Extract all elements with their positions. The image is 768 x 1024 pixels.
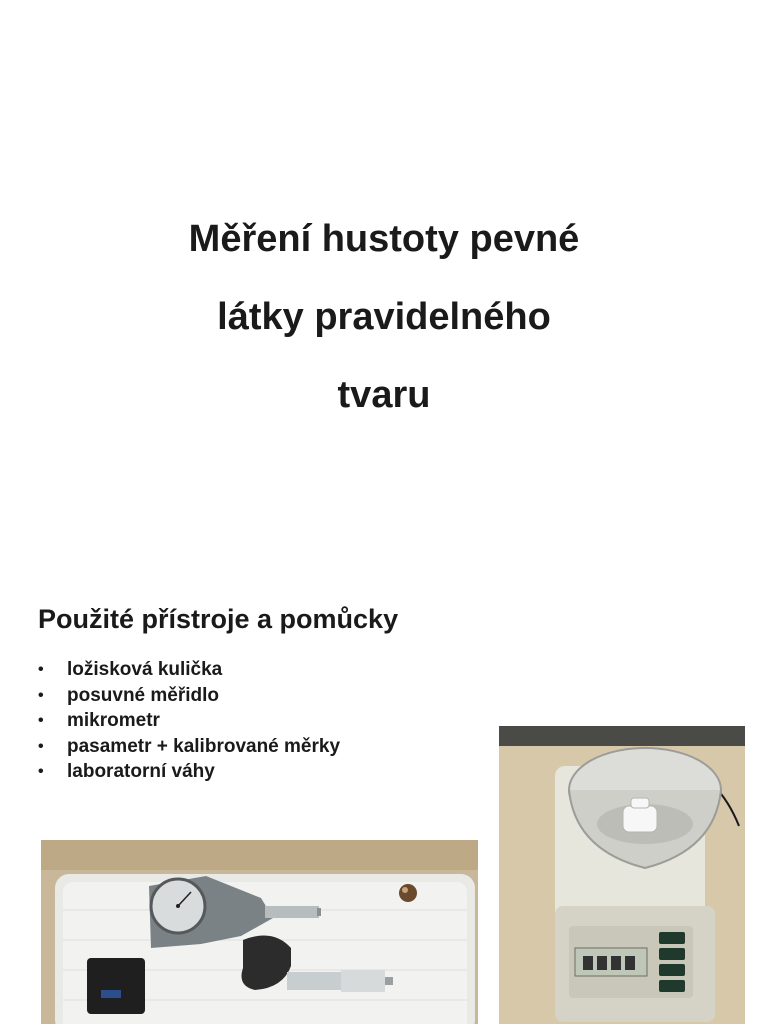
list-item: • posuvné měřidlo bbox=[38, 683, 340, 709]
laboratory-scale-photo bbox=[499, 726, 745, 1024]
title-line-1: Měření hustoty pevné bbox=[188, 218, 580, 260]
list-item: • ložisková kulička bbox=[38, 657, 340, 683]
title-line-2: látky pravidelného bbox=[217, 296, 551, 338]
list-item: • mikrometr bbox=[38, 708, 340, 734]
equipment-list bbox=[38, 657, 340, 785]
equipment-heading: Použité přístroje a pomůcky bbox=[38, 604, 399, 634]
slide-title bbox=[84, 200, 684, 434]
list-item: • laboratorní váhy bbox=[38, 759, 340, 785]
list-item: • pasametr + kalibrované měrky bbox=[38, 734, 340, 760]
measuring-tools-photo bbox=[41, 840, 478, 1024]
title-line-3: tvaru bbox=[337, 374, 431, 416]
